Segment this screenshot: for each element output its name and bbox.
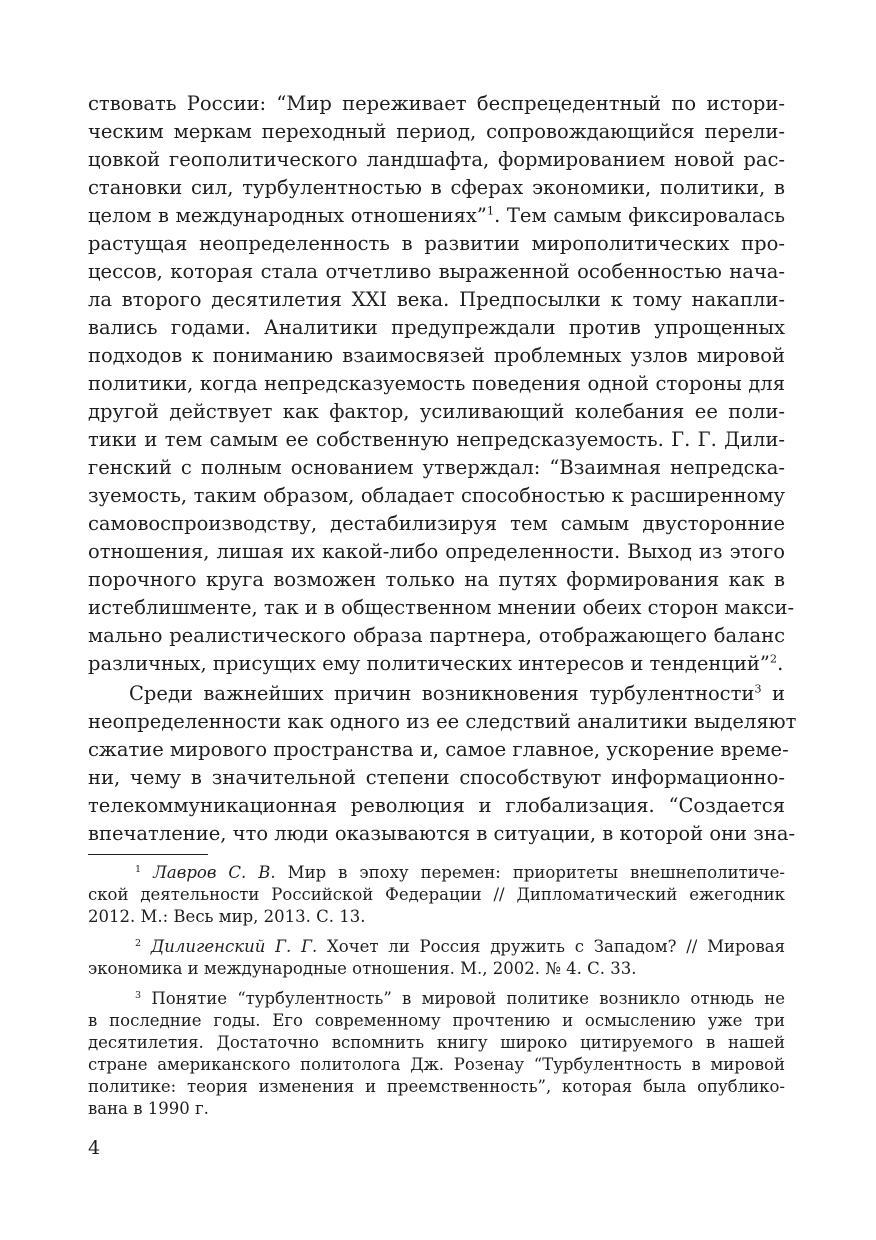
page-number: 4 [88, 1137, 101, 1159]
text-line: растущая неопределенность в развитии мирополитических про- [88, 232, 785, 255]
text-line: ческим меркам переходный период, сопровождающийся перели- [88, 120, 785, 143]
text-line: цессов, которая стала отчетливо выраженной особенностью нача- [88, 260, 785, 283]
text-line: Среди важнейших причин возникновения турбулентности$^3$ и [129, 682, 785, 705]
footnote-ref-3: 3 [754, 682, 762, 696]
text-line: другой действует как фактор, усиливающий колебания ее поли- [88, 400, 785, 423]
footnote-line: в последние годы. Его современному прочтению и осмыслению уже три [88, 1011, 785, 1030]
text-line: зуемость, таким образом, обладает способностью к расширенному [88, 484, 785, 507]
footnote-ref-2: 2 [769, 652, 778, 666]
text-line: целом в международных отношениях”$^1$. Тем самым фиксировалась [88, 204, 786, 227]
footnote-line: вана в 1990 г. [88, 1099, 209, 1118]
text-line: подходов к пониманию взаимосвязей проблемных узлов мировой [88, 344, 785, 367]
footnote-line: стране американского политолога Дж. Розенау “Турбулентность в мировой [88, 1055, 785, 1074]
text-line: становки сил, турбулентностью в сферах экономики, политики, в [88, 176, 785, 199]
footnote-ref-1: 1 [486, 204, 495, 218]
text-line: тики и тем самым ее собственную непредсказуемость. Г. Г. Дили- [88, 428, 785, 451]
footnote-line: $^3$ Понятие “турбулентность” в мировой политике возникло отнюдь не [135, 989, 785, 1008]
footnote-author: Дилигенский Г. Г. [150, 937, 318, 956]
text-line: телекоммуникационная революция и глобализация. “Создается [88, 794, 785, 817]
text-line: ствовать России: “Мир переживает беспрецедентный по истори- [88, 92, 785, 115]
text-line: отношения, лишая их какой-либо определенности. Выход из этого [88, 540, 785, 563]
text-line: различных, присущих ему политических интересов и тенденций”$^2$. [88, 652, 784, 675]
text-line: сжатие мирового пространства и, самое главное, ускорение време- [88, 738, 789, 761]
text-line: ла второго десятилетия XXI века. Предпосылки к тому накапли- [88, 288, 785, 311]
text-line: истеблишменте, так и в общественном мнении обеих сторон макси- [88, 596, 795, 619]
footnote-mark: 1 [135, 863, 142, 875]
footnote-mark: 2 [135, 937, 142, 949]
text-line: генский с полным основанием утверждал: “Взаимная непредска- [88, 456, 785, 479]
text-line: неопределенности как одного из ее следствий аналитики выделяют [88, 710, 797, 733]
text-line: впечатление, что люди оказываются в ситуации, в которой они зна- [88, 822, 796, 845]
footnote-author: Лавров С. В. [153, 863, 276, 882]
footnote-line: десятилетия. Достаточно вспомнить книгу широко цитируемого в нашей [88, 1033, 785, 1052]
footnote-line: ской деятельности Российской Федерации // Дипломатический ежегодник [88, 885, 785, 904]
footnote-line: $^2$ Дилигенский Г. Г. Хочет ли Россия дружить с Западом? // Мировая [135, 937, 786, 956]
footnote-line: политике: теория изменения и преемственность”, которая была опублико- [88, 1077, 785, 1096]
text-line: вались годами. Аналитики предупреждали против упрощенных [88, 316, 785, 339]
document-page [88, 0, 797, 1240]
text-line: мально реалистического образа партнера, отображающего баланс [88, 624, 785, 647]
footnote-divider [88, 854, 208, 855]
text-line: политики, когда непредсказуемость поведения одной стороны для [88, 372, 785, 395]
footnote-line: 2012. М.: Весь мир, 2013. С. 13. [88, 907, 366, 926]
footnote-line: $^1$ Лавров С. В. Мир в эпоху перемен: приоритеты внешнеполитиче- [135, 863, 785, 882]
text-line: самовоспроизводству, дестабилизируя тем самым двусторонние [88, 512, 785, 535]
footnote-mark: 3 [135, 989, 142, 1001]
text-line: ни, чему в значительной степени способствуют информационно- [88, 766, 785, 789]
text-line: порочного круга возможен только на путях формирования как в [88, 568, 785, 591]
text-line: цовкой геополитического ландшафта, формированием новой рас- [88, 148, 785, 171]
footnote-line: экономика и международные отношения. М., 2002. № 4. С. 33. [88, 959, 637, 978]
